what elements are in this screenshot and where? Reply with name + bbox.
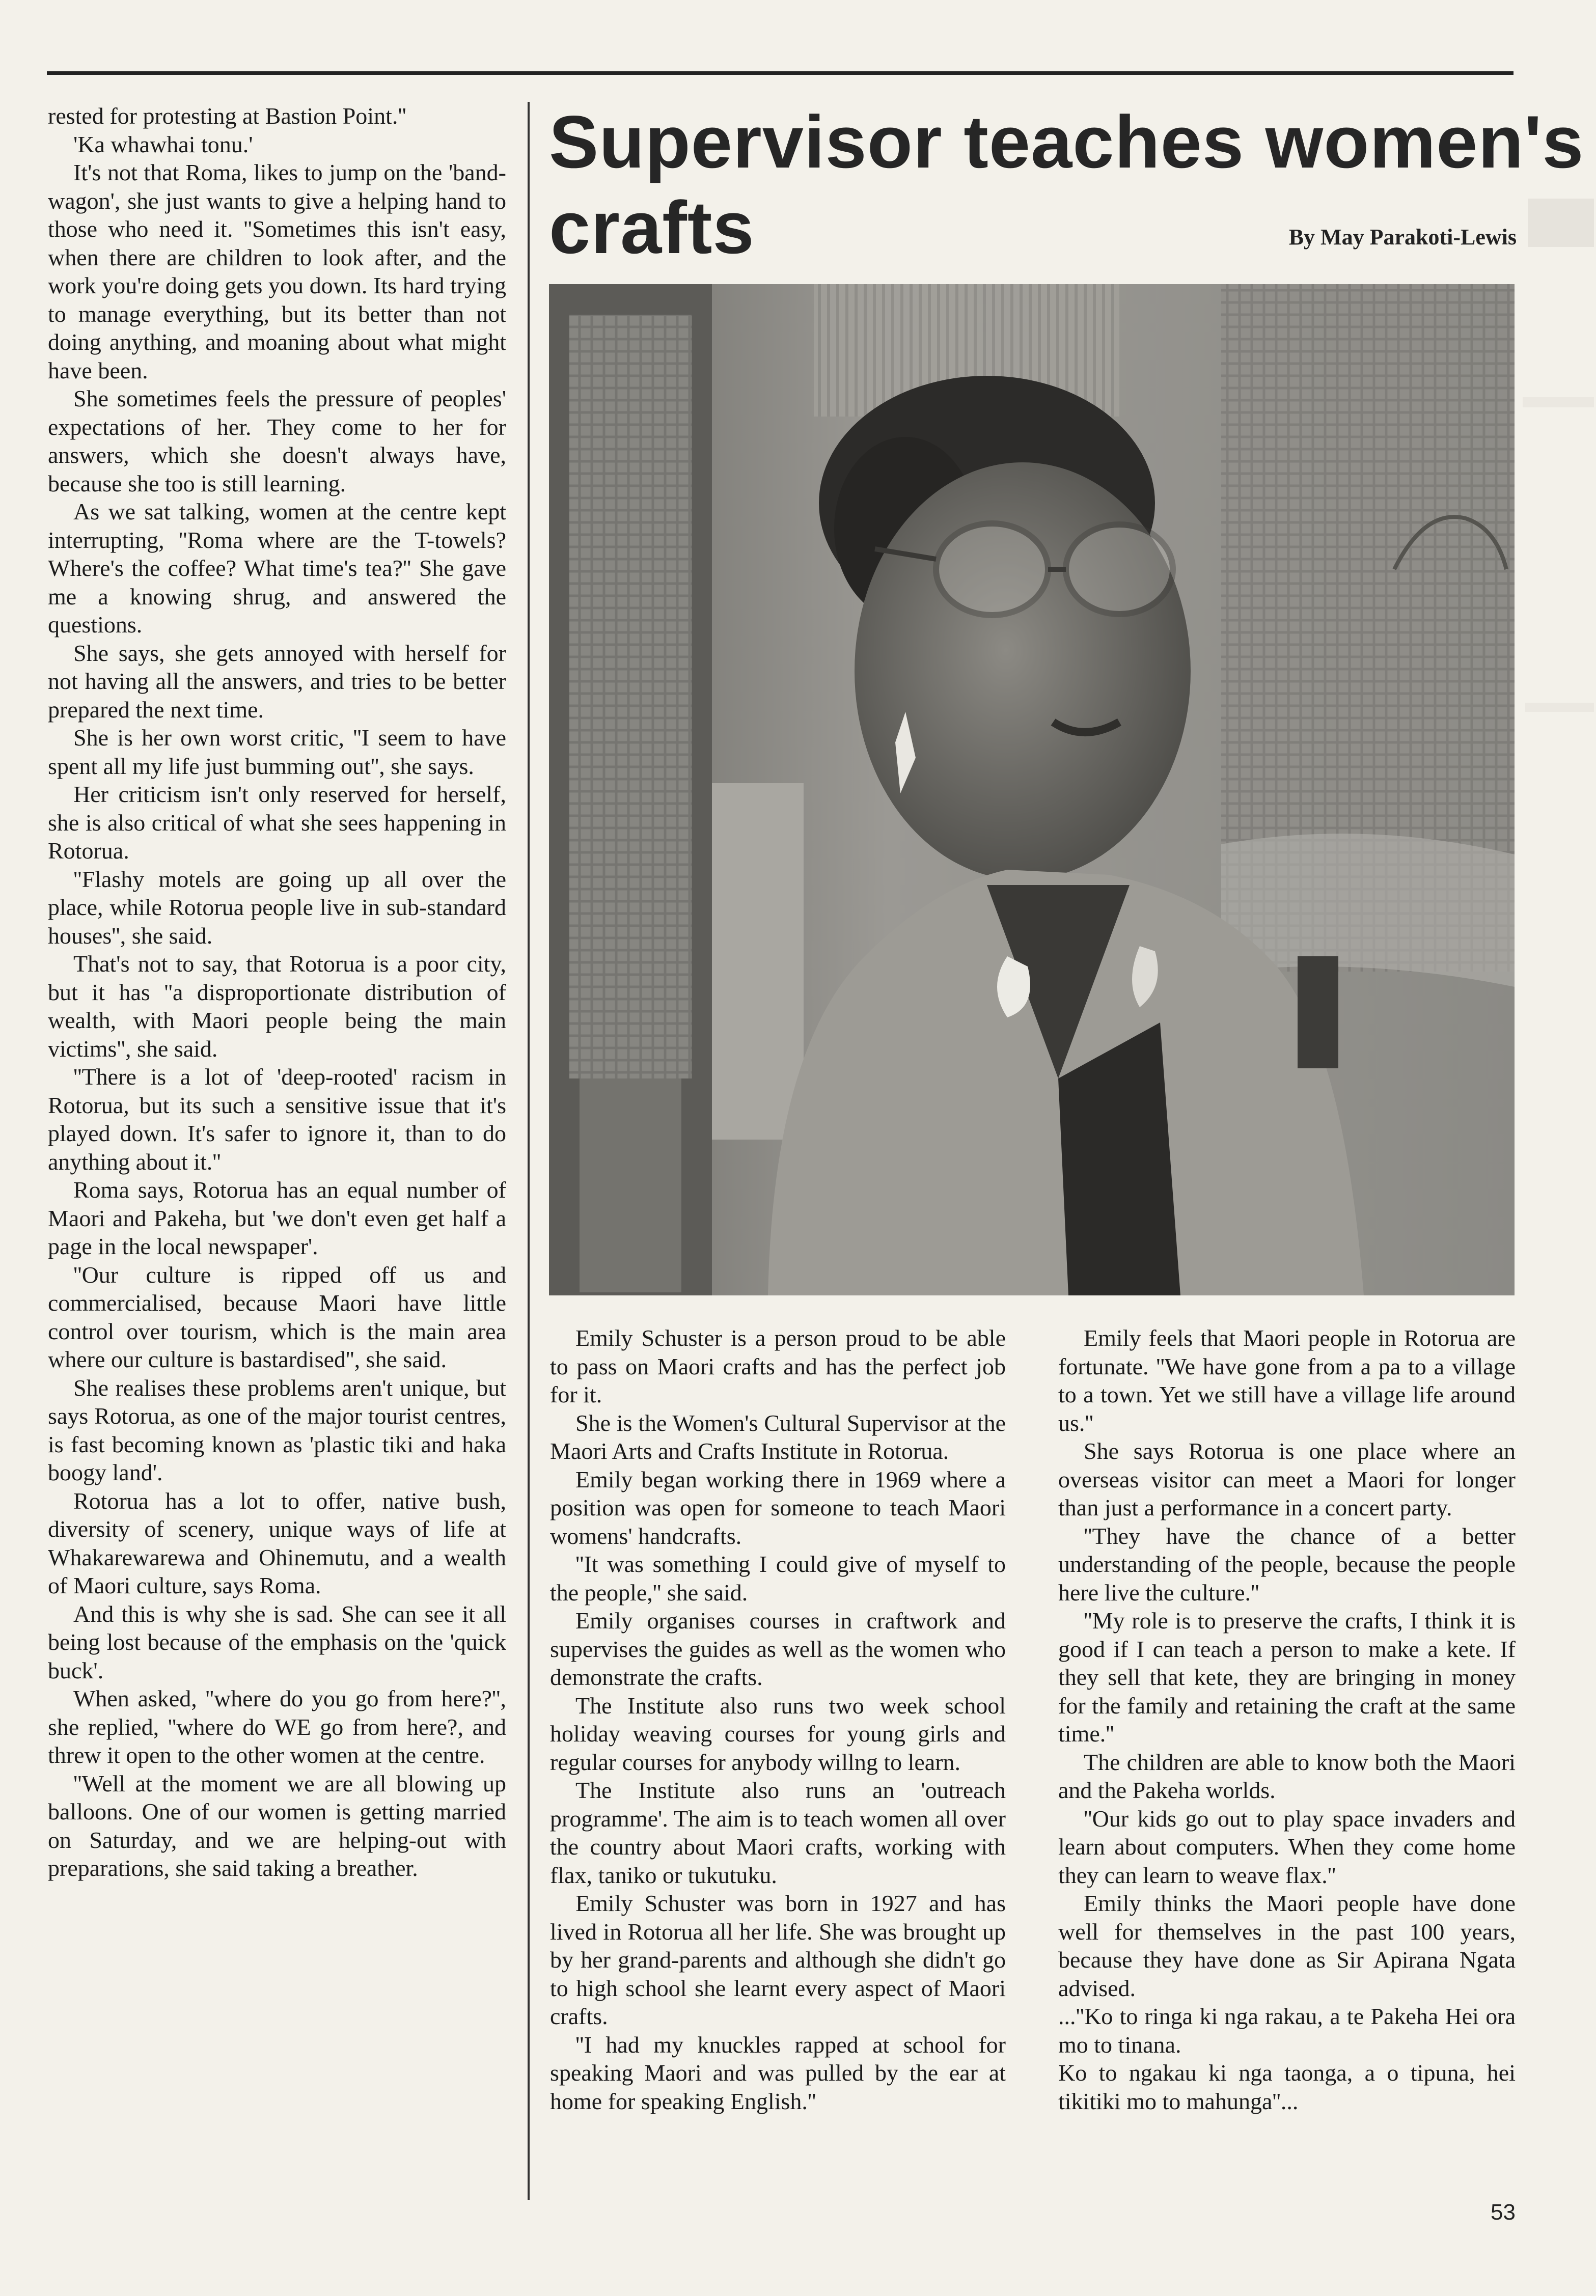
paragraph: When asked, ''where do you go from here?'', she replied, ''where do WE go from here?, and threw it open to the other women at the centre. (48, 1685, 506, 1768)
paragraph: ''They have the chance of a better understanding of the people, because the people here live the culture.'' (1058, 1523, 1516, 1606)
paragraph: ''There is a lot of 'deep-rooted' racism in Rotorua, but its such a sensitive issue that it's played down. It's safer to ignore it, than to do anything about it.'' (48, 1064, 506, 1175)
portrait-photo (549, 284, 1515, 1295)
paragraph: Rotorua has a lot to offer, native bush, diversity of scenery, unique ways of life at Whakarewarewa and Ohinemutu, and a wealth of Maori culture, says Roma. (48, 1487, 506, 1598)
paragraph: Emily feels that Maori people in Rotorua are fortunate. ''We have gone from a pa to a village to a town. Yet we still have a village life around us.'' (1058, 1325, 1516, 1436)
paragraph: She says, she gets annoyed with herself for not having all the answers, and tries to be better prepared the next time. (48, 640, 506, 723)
paragraph: It's not that Roma, likes to jump on the 'band-wagon', she just wants to give a helping hand to those who need it. ''Sometimes this isn't easy, when there are children to look after, and the work you're doing gets you down. Its hard trying to manage everything, but its better than not doing anything, and moaning about what might have been. (48, 159, 506, 383)
paragraph: Emily Schuster is a person proud to be able to pass on Maori crafts and has the perfect job for it. (550, 1325, 1006, 1407)
paragraph: Her criticism isn't only reserved for herself, she is also critical of what she sees happening in Rotorua. (48, 781, 506, 864)
paragraph: That's not to say, that Rotorua is a poor city, but it has ''a disproportionate distribution of wealth, with Maori people being the main victims'', she said. (48, 951, 506, 1062)
paragraph: She is her own worst critic, ''I seem to have spent all my life just bumming out'', she says. (48, 725, 506, 779)
article-column-left (48, 102, 506, 1883)
byline: By May Parakoti-Lewis (1288, 225, 1517, 250)
paragraph: Emily organises courses in craftwork and supervises the guides as well as the women who demonstrate the crafts. (550, 1608, 1006, 1690)
paragraph: Emily Schuster was born in 1927 and has lived in Rotorua all her life. She was brought up by her grand-parents and although she didn't go to high school she learnt every aspect of Maori crafts. (550, 1890, 1006, 2029)
paragraph: She sometimes feels the pressure of peoples' expectations of her. They come to her for answers, which she doesn't always have, because she too is still learning. (48, 385, 506, 496)
paragraph: ''Well at the moment we are all blowing up balloons. One of our women is getting married on Saturday, and we are helping-out with preparations, she said taking a breather. (48, 1770, 506, 1881)
column-divider (528, 102, 530, 2200)
paragraph: ''Our kids go out to play space invaders and learn about computers. When they come home they can learn to weave flax.'' (1058, 1805, 1516, 1888)
paragraph: ''My role is to preserve the crafts, I think it is good if I can teach a person to make a kete. If they sell that kete, they are bringing in money for the family and retaining the craft at the same time.'' (1058, 1608, 1516, 1747)
paragraph: 'Ka whawhai tonu.' (73, 131, 253, 157)
page-number: 53 (1491, 2200, 1516, 2225)
paragraph: rested for protesting at Bastion Point.'' (48, 103, 406, 129)
paragraph: ''Flashy motels are going up all over the place, while Rotorua people live in sub-standard houses'', she said. (48, 866, 506, 949)
paragraph: The Institute also runs two week school holiday weaving courses for young girls and regular courses for anybody willng to learn. (550, 1692, 1006, 1775)
portrait-photo-icon (549, 284, 1515, 1295)
paragraph: Roma says, Rotorua has an equal number of Maori and Pakeha, but 'we don't even get half a page in the local newspaper'. (48, 1177, 506, 1259)
article-column-middle (550, 1324, 1006, 2115)
paragraph: The Institute also runs an 'outreach programme'. The aim is to teach women all over the country about Maori crafts, working with flax, taniko or tukutuku. (550, 1777, 1006, 1888)
article-headline: Supervisor teaches women's crafts (549, 100, 1584, 269)
paragraph: The children are able to know both the Maori and the Pakeha worlds. (1058, 1749, 1516, 1803)
paragraph: Emily thinks the Maori people have done well for themselves in the past 100 years, because they have done as Sir Apirana Ngata advised. (1058, 1890, 1516, 2001)
paragraph: As we sat talking, women at the centre kept interrupting, ''Roma where are the T-towels? Where's the coffee? What time's tea?'' She gave me a knowing shrug, and answered the questions. (48, 499, 506, 638)
paragraph: ...''Ko to ringa ki nga rakau, a te Pakeha Hei ora mo to tinana. (1058, 2003, 1516, 2058)
paragraph: Emily began working there in 1969 where a position was open for someone to teach Maori womens' handcrafts. (550, 1466, 1006, 1549)
paragraph: ''Our culture is ripped off us and commercialised, because Maori have little control over tourism, which is the main area where our culture is bastardised'', she said. (48, 1261, 506, 1372)
paragraph: ''I had my knuckles rapped at school for speaking Maori and was pulled by the ear at home for speaking English.'' (550, 2031, 1006, 2114)
paragraph: And this is why she is sad. She can see it all being lost because of the emphasis on the 'quick buck'. (48, 1600, 506, 1683)
paragraph: She is the Women's Cultural Supervisor at the Maori Arts and Crafts Institute in Rotorua. (550, 1409, 1006, 1464)
article-column-right (1058, 1324, 1516, 2115)
paragraph: She realises these problems aren't unique, but says Rotorua, as one of the major tourist centres, is fast becoming known as 'plastic tiki and haka boogy land'. (48, 1374, 506, 1485)
paragraph: ''It was something I could give of myself to the people,'' she said. (550, 1551, 1006, 1606)
paragraph: She says Rotorua is one place where an overseas visitor can meet a Maori for longer than just a performance in a concert party. (1058, 1438, 1516, 1520)
top-rule (47, 71, 1514, 75)
paragraph: Ko to ngakau ki nga taonga, a o tipuna, hei tikitiki mo to mahunga''... (1058, 2060, 1516, 2114)
